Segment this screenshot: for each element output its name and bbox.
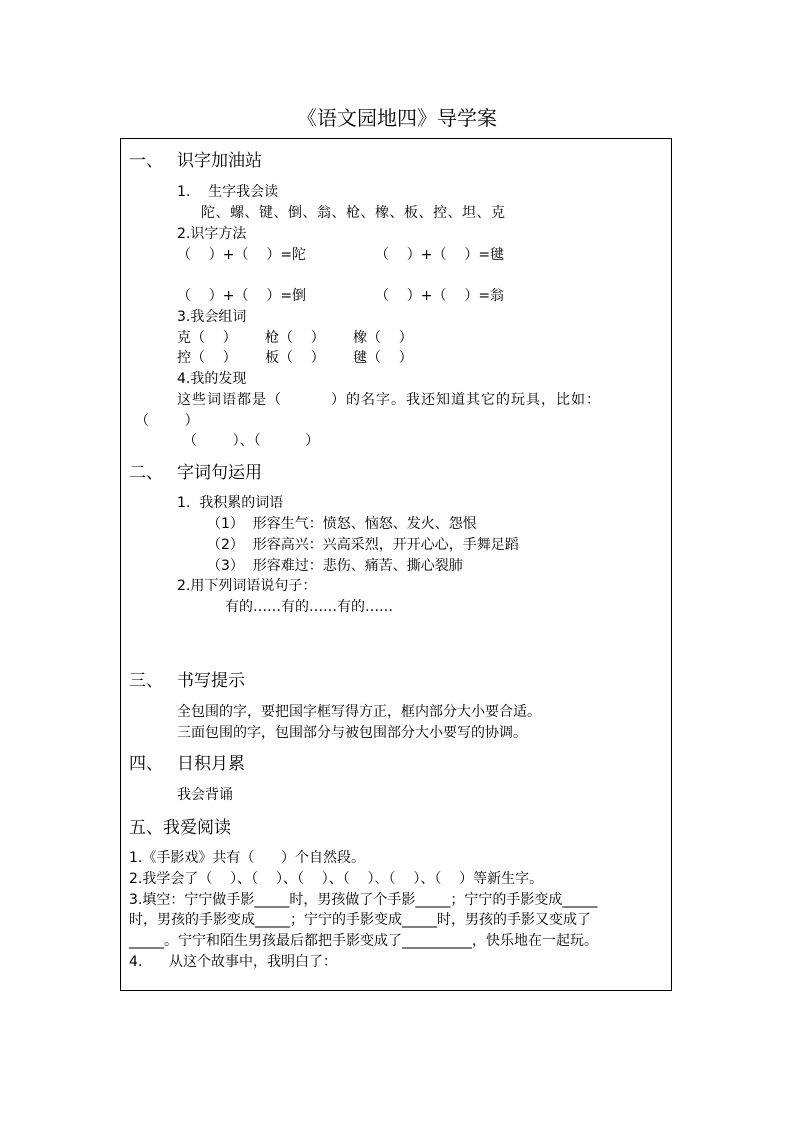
s1-method-b: （ ）+（ ）=毽 <box>375 247 505 263</box>
s2-word-group-3: （3） 形容难过：悲伤、痛苦、撕心裂肺 <box>207 558 463 574</box>
page-title: 《语文园地四》导学案 <box>297 106 497 130</box>
s1-word-row2-a: 控（ ） <box>177 350 237 366</box>
s2-word-group-2: （2） 形容高兴：兴高采烈，开开心心，手舞足蹈 <box>207 537 519 553</box>
s1-discovery-line2: （ ） <box>135 413 199 429</box>
s1-discovery-line3: （ ）、（ ） <box>183 433 320 449</box>
section-3-heading: 书写提示 <box>177 671 245 691</box>
s2-sentence-pattern: 有的……有的……有的…… <box>225 599 393 615</box>
s5-question-3-line2: 时，男孩的手影变成_____；宁宁的手影变成_____时，男孩的手影又变成了 <box>129 912 591 928</box>
worksheet-table <box>120 138 672 991</box>
section-2-number: 二、 <box>129 463 163 483</box>
s1-word-row2-c: 毽（ ） <box>353 350 413 366</box>
section-2-heading: 字词句运用 <box>177 463 262 483</box>
s2-word-group-1: （1） 形容生气：愤怒、恼怒、发火、怨恨 <box>207 516 477 532</box>
s5-question-4: 4. 从这个故事中，我明白了： <box>129 954 338 970</box>
s2-item-2-title: 2.用下列词语说句子： <box>177 578 317 594</box>
s1-method-c: （ ）+（ ）=倒 <box>177 288 307 304</box>
s5-question-2: 2.我学会了（ ）、（ ）、（ ）、（ ）、（ ）、（ ）等新生字。 <box>129 871 544 887</box>
s1-discovery-line1: 这些词语都是（ ）的名字。我还知道其它的玩具，比如： <box>177 392 602 408</box>
s5-question-3-line1: 3.填空：宁宁做手影_____时，男孩做了个手影_____；宁宁的手影变成_____ <box>129 892 598 908</box>
s1-method-d: （ ）+（ ）=翁 <box>375 288 505 304</box>
section-1-number: 一、 <box>129 151 163 171</box>
section-3-number: 三、 <box>129 671 163 691</box>
s2-item-1-title: 1. 我积累的词语 <box>177 495 284 511</box>
s1-item-2-title: 2.识字方法 <box>177 226 247 242</box>
s5-question-1: 1.《手影戏》共有（ ）个自然段。 <box>129 850 366 866</box>
s3-tip-line1: 全包围的字，要把国字框写得方正，框内部分大小要合适。 <box>177 704 541 720</box>
s1-item-4-title: 4.我的发现 <box>177 371 247 387</box>
s1-word-row1-a: 克（ ） <box>177 330 237 346</box>
section-4-number: 四、 <box>129 754 163 774</box>
s1-item-1-title: 1. 生字我会读 <box>177 184 279 200</box>
s1-word-row1-c: 橡（ ） <box>353 330 413 346</box>
s1-word-row2-b: 板（ ） <box>265 350 325 366</box>
s4-recite-text: 我会背诵 <box>177 787 233 803</box>
s1-method-a: （ ）+（ ）=陀 <box>177 247 307 263</box>
s1-char-list: 陀、螺、键、倒、翁、枪、橡、板、控、坦、克 <box>201 205 506 221</box>
s5-question-3-line3: _____。宁宁和陌生男孩最后都把手影变成了__________，快乐地在一起玩。 <box>129 933 598 949</box>
section-1-heading: 识字加油站 <box>177 151 262 171</box>
section-4-heading: 日积月累 <box>177 754 245 774</box>
s1-word-row1-b: 枪（ ） <box>265 330 325 346</box>
s1-item-3-title: 3.我会组词 <box>177 309 247 325</box>
s3-tip-line2: 三面包围的字，包围部分与被包围部分大小要写的协调。 <box>177 725 527 741</box>
section-5-heading: 五、我爱阅读 <box>129 818 231 838</box>
